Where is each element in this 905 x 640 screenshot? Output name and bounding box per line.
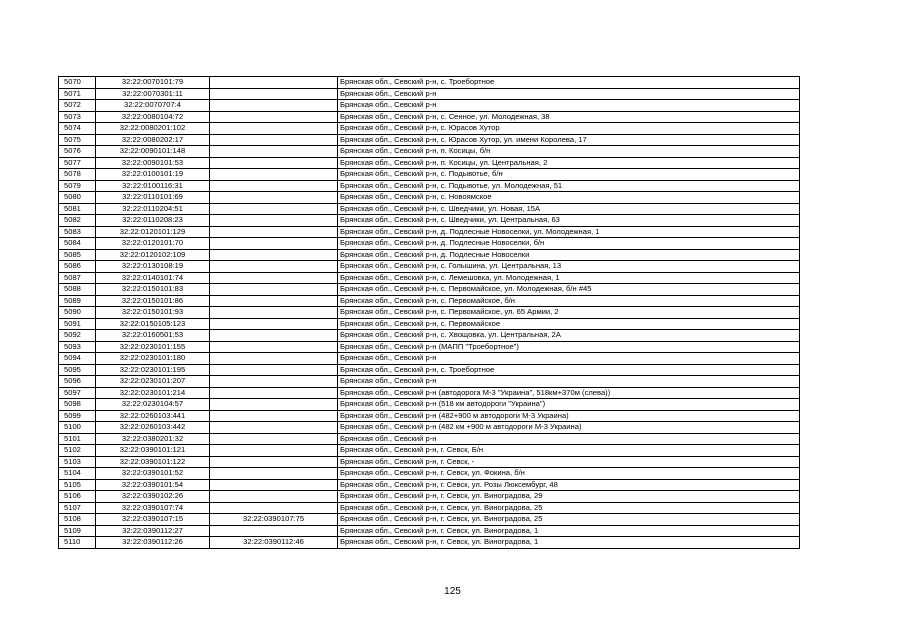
- related-cadastral-number-cell: [210, 445, 338, 457]
- address-cell: Брянская обл., Севский р-н, г. Севск, ул. Виноградова, 29: [338, 491, 800, 503]
- cadastral-number-cell: 32:22:0120101:70: [96, 238, 210, 250]
- row-number-cell: 5101: [59, 433, 96, 445]
- row-number-cell: 5096: [59, 376, 96, 388]
- related-cadastral-number-cell: [210, 468, 338, 480]
- related-cadastral-number-cell: [210, 272, 338, 284]
- row-number-cell: 5071: [59, 88, 96, 100]
- row-number-cell: 5088: [59, 284, 96, 296]
- cadastral-number-cell: 32:22:0120101:129: [96, 226, 210, 238]
- address-cell: Брянская обл., Севский р-н: [338, 433, 800, 445]
- address-cell: Брянская обл., Севский р-н: [338, 88, 800, 100]
- row-number-cell: 5080: [59, 192, 96, 204]
- row-number-cell: 5105: [59, 479, 96, 491]
- row-number-cell: 5083: [59, 226, 96, 238]
- cadastral-number-cell: 32:22:0120102:109: [96, 249, 210, 261]
- table-row: [59, 479, 800, 491]
- address-cell: Брянская обл., Севский р-н, г. Севск, ул. Виноградова, 25: [338, 502, 800, 514]
- cadastral-number-cell: 32:22:0110204:51: [96, 203, 210, 215]
- cadastral-number-cell: 32:22:0390101:122: [96, 456, 210, 468]
- row-number-cell: 5095: [59, 364, 96, 376]
- row-number-cell: 5072: [59, 100, 96, 112]
- cadastral-number-cell: 32:22:0260103:441: [96, 410, 210, 422]
- cadastral-number-cell: 32:22:0260103:442: [96, 422, 210, 434]
- address-cell: Брянская обл., Севский р-н, п. Косицы, б/н: [338, 146, 800, 158]
- related-cadastral-number-cell: [210, 318, 338, 330]
- table-row: [59, 226, 800, 238]
- cadastral-number-cell: 32:22:0140101:74: [96, 272, 210, 284]
- cadastral-number-cell: 32:22:0390107:74: [96, 502, 210, 514]
- row-number-cell: 5109: [59, 525, 96, 537]
- cadastral-number-cell: 32:22:0230104:57: [96, 399, 210, 411]
- address-cell: Брянская обл., Севский р-н, с. Шведчики, ул. Центральная, 63: [338, 215, 800, 227]
- registry-table: [58, 76, 800, 549]
- address-cell: Брянская обл., Севский р-н: [338, 100, 800, 112]
- cadastral-number-cell: 32:22:0100116:31: [96, 180, 210, 192]
- related-cadastral-number-cell: [210, 353, 338, 365]
- row-number-cell: 5098: [59, 399, 96, 411]
- address-cell: Брянская обл., Севский р-н, д. Подлесные Новоселки, ул. Молодежная, 1: [338, 226, 800, 238]
- address-cell: Брянская обл., Севский р-н, д. Подлесные Новоселки: [338, 249, 800, 261]
- table-row: [59, 295, 800, 307]
- related-cadastral-number-cell: [210, 456, 338, 468]
- row-number-cell: 5086: [59, 261, 96, 273]
- cadastral-number-cell: 32:22:0080104:72: [96, 111, 210, 123]
- table-row: [59, 433, 800, 445]
- table-row: [59, 146, 800, 158]
- cadastral-number-cell: 32:22:0390112:26: [96, 537, 210, 549]
- address-cell: Брянская обл., Севский р-н, с. Новоямское: [338, 192, 800, 204]
- related-cadastral-number-cell: [210, 376, 338, 388]
- row-number-cell: 5073: [59, 111, 96, 123]
- row-number-cell: 5078: [59, 169, 96, 181]
- cadastral-number-cell: 32:22:0230101:214: [96, 387, 210, 399]
- row-number-cell: 5097: [59, 387, 96, 399]
- related-cadastral-number-cell: [210, 146, 338, 158]
- address-cell: Брянская обл., Севский р-н: [338, 353, 800, 365]
- table-row: [59, 134, 800, 146]
- address-cell: Брянская обл., Севский р-н, п. Косицы, ул. Центральная, 2: [338, 157, 800, 169]
- address-cell: Брянская обл., Севский р-н, с. Хвощовка, ул. Центральная, 2А: [338, 330, 800, 342]
- cadastral-number-cell: 32:22:0390101:52: [96, 468, 210, 480]
- row-number-cell: 5093: [59, 341, 96, 353]
- table-row: [59, 111, 800, 123]
- cadastral-number-cell: 32:22:0230101:155: [96, 341, 210, 353]
- related-cadastral-number-cell: [210, 123, 338, 135]
- address-cell: Брянская обл., Севский р-н, с. Первомайское: [338, 318, 800, 330]
- address-cell: Брянская обл., Севский р-н, г. Севск, Б/н: [338, 445, 800, 457]
- address-cell: Брянская обл., Севский р-н: [338, 376, 800, 388]
- related-cadastral-number-cell: [210, 525, 338, 537]
- table-row: [59, 192, 800, 204]
- cadastral-number-cell: 32:22:0090101:148: [96, 146, 210, 158]
- cadastral-number-cell: 32:22:0230101:195: [96, 364, 210, 376]
- related-cadastral-number-cell: [210, 491, 338, 503]
- table-row: [59, 307, 800, 319]
- row-number-cell: 5091: [59, 318, 96, 330]
- cadastral-number-cell: 32:22:0150105:123: [96, 318, 210, 330]
- related-cadastral-number-cell: [210, 364, 338, 376]
- related-cadastral-number-cell: [210, 422, 338, 434]
- cadastral-number-cell: 32:22:0390102:26: [96, 491, 210, 503]
- table-row: [59, 502, 800, 514]
- registry-table-body: [59, 77, 800, 549]
- table-row: [59, 238, 800, 250]
- related-cadastral-number-cell: 32:22:0390112:46: [210, 537, 338, 549]
- row-number-cell: 5104: [59, 468, 96, 480]
- address-cell: Брянская обл., Севский р-н, с. Юрасов Хутор: [338, 123, 800, 135]
- page-number: 125: [444, 586, 461, 597]
- table-row: [59, 525, 800, 537]
- row-number-cell: 5106: [59, 491, 96, 503]
- related-cadastral-number-cell: [210, 410, 338, 422]
- row-number-cell: 5090: [59, 307, 96, 319]
- row-number-cell: 5082: [59, 215, 96, 227]
- address-cell: Брянская обл., Севский р-н, с. Троебортное: [338, 77, 800, 89]
- cadastral-number-cell: 32:22:0390112:27: [96, 525, 210, 537]
- cadastral-number-cell: 32:22:0150101:86: [96, 295, 210, 307]
- row-number-cell: 5085: [59, 249, 96, 261]
- table-row: [59, 410, 800, 422]
- table-row: [59, 180, 800, 192]
- table-row: [59, 284, 800, 296]
- cadastral-number-cell: 32:22:0070301:11: [96, 88, 210, 100]
- row-number-cell: 5084: [59, 238, 96, 250]
- address-cell: Брянская обл., Севский р-н (МАПП "Троебортное"): [338, 341, 800, 353]
- cadastral-number-cell: 32:22:0230101:180: [96, 353, 210, 365]
- related-cadastral-number-cell: [210, 100, 338, 112]
- table-row: [59, 249, 800, 261]
- row-number-cell: 5070: [59, 77, 96, 89]
- table-row: [59, 261, 800, 273]
- cadastral-number-cell: 32:22:0230101:207: [96, 376, 210, 388]
- related-cadastral-number-cell: [210, 502, 338, 514]
- table-row: [59, 203, 800, 215]
- related-cadastral-number-cell: [210, 77, 338, 89]
- row-number-cell: 5099: [59, 410, 96, 422]
- related-cadastral-number-cell: [210, 111, 338, 123]
- related-cadastral-number-cell: [210, 180, 338, 192]
- cadastral-number-cell: 32:22:0380201:32: [96, 433, 210, 445]
- table-row: [59, 422, 800, 434]
- row-number-cell: 5075: [59, 134, 96, 146]
- address-cell: Брянская обл., Севский р-н, с. Подывотье, б/н: [338, 169, 800, 181]
- table-row: [59, 353, 800, 365]
- address-cell: Брянская обл., Севский р-н, с. Голышина, ул. Центральная, 13: [338, 261, 800, 273]
- cadastral-number-cell: 32:22:0390101:54: [96, 479, 210, 491]
- related-cadastral-number-cell: [210, 249, 338, 261]
- table-row: [59, 514, 800, 526]
- cadastral-number-cell: 32:22:0070707:4: [96, 100, 210, 112]
- row-number-cell: 5103: [59, 456, 96, 468]
- related-cadastral-number-cell: [210, 330, 338, 342]
- row-number-cell: 5087: [59, 272, 96, 284]
- cadastral-number-cell: 32:22:0070101:79: [96, 77, 210, 89]
- related-cadastral-number-cell: [210, 399, 338, 411]
- row-number-cell: 5094: [59, 353, 96, 365]
- row-number-cell: 5089: [59, 295, 96, 307]
- cadastral-number-cell: 32:22:0080202:17: [96, 134, 210, 146]
- related-cadastral-number-cell: [210, 341, 338, 353]
- address-cell: Брянская обл., Севский р-н, г. Севск, -: [338, 456, 800, 468]
- cadastral-number-cell: 32:22:0110208:23: [96, 215, 210, 227]
- address-cell: Брянская обл., Севский р-н, г. Севск, ул. Виноградова, 1: [338, 525, 800, 537]
- table-row: [59, 456, 800, 468]
- table-row: [59, 123, 800, 135]
- cadastral-number-cell: 32:22:0110101:69: [96, 192, 210, 204]
- address-cell: Брянская обл., Севский р-н, с. Шведчики, ул. Новая, 15А: [338, 203, 800, 215]
- address-cell: Брянская обл., Севский р-н, с. Лемешовка, ул. Молодежная, 1: [338, 272, 800, 284]
- cadastral-number-cell: 32:22:0080201:102: [96, 123, 210, 135]
- table-row: [59, 341, 800, 353]
- table-row: [59, 537, 800, 549]
- table-row: [59, 318, 800, 330]
- table-row: [59, 157, 800, 169]
- address-cell: Брянская обл., Севский р-н, д. Подлесные Новоселки, б/н: [338, 238, 800, 250]
- cadastral-number-cell: 32:22:0130108:19: [96, 261, 210, 273]
- related-cadastral-number-cell: [210, 433, 338, 445]
- address-cell: Брянская обл., Севский р-н (автодорога М-3 "Украина", 518км+370м (слева)): [338, 387, 800, 399]
- cadastral-number-cell: 32:22:0390101:121: [96, 445, 210, 457]
- row-number-cell: 5107: [59, 502, 96, 514]
- row-number-cell: 5108: [59, 514, 96, 526]
- related-cadastral-number-cell: [210, 284, 338, 296]
- related-cadastral-number-cell: 32:22:0390107:75: [210, 514, 338, 526]
- row-number-cell: 5110: [59, 537, 96, 549]
- related-cadastral-number-cell: [210, 215, 338, 227]
- address-cell: Брянская обл., Севский р-н (482+900 м автодороги М-3 Украина): [338, 410, 800, 422]
- row-number-cell: 5092: [59, 330, 96, 342]
- row-number-cell: 5081: [59, 203, 96, 215]
- row-number-cell: 5074: [59, 123, 96, 135]
- related-cadastral-number-cell: [210, 261, 338, 273]
- related-cadastral-number-cell: [210, 226, 338, 238]
- table-row: [59, 468, 800, 480]
- related-cadastral-number-cell: [210, 479, 338, 491]
- table-row: [59, 364, 800, 376]
- address-cell: Брянская обл., Севский р-н (518 км автодороги "Украина"): [338, 399, 800, 411]
- cadastral-number-cell: 32:22:0090101:53: [96, 157, 210, 169]
- related-cadastral-number-cell: [210, 88, 338, 100]
- cadastral-number-cell: 32:22:0150101:83: [96, 284, 210, 296]
- table-row: [59, 491, 800, 503]
- related-cadastral-number-cell: [210, 387, 338, 399]
- address-cell: Брянская обл., Севский р-н, г. Севск, ул. Виноградова, 1: [338, 537, 800, 549]
- address-cell: Брянская обл., Севский р-н, г. Севск, ул. Фокина, б/н: [338, 468, 800, 480]
- row-number-cell: 5102: [59, 445, 96, 457]
- address-cell: Брянская обл., Севский р-н, с. Сенное, ул. Молодежная, 38: [338, 111, 800, 123]
- address-cell: Брянская обл., Севский р-н, с. Первомайское, ул. Молодежная, б/н #45: [338, 284, 800, 296]
- related-cadastral-number-cell: [210, 295, 338, 307]
- related-cadastral-number-cell: [210, 307, 338, 319]
- cadastral-number-cell: 32:22:0100101:19: [96, 169, 210, 181]
- table-row: [59, 77, 800, 89]
- table-row: [59, 399, 800, 411]
- address-cell: Брянская обл., Севский р-н, с. Подывотье, ул. Молодежная, 51: [338, 180, 800, 192]
- related-cadastral-number-cell: [210, 238, 338, 250]
- cadastral-number-cell: 32:22:0160501:53: [96, 330, 210, 342]
- table-row: [59, 387, 800, 399]
- table-row: [59, 376, 800, 388]
- table-row: [59, 330, 800, 342]
- related-cadastral-number-cell: [210, 203, 338, 215]
- table-row: [59, 88, 800, 100]
- row-number-cell: 5100: [59, 422, 96, 434]
- address-cell: Брянская обл., Севский р-н (482 км +900 м автодороги М-3 Украина): [338, 422, 800, 434]
- table-row: [59, 169, 800, 181]
- related-cadastral-number-cell: [210, 169, 338, 181]
- address-cell: Брянская обл., Севский р-н, г. Севск, ул. Виноградова, 25: [338, 514, 800, 526]
- related-cadastral-number-cell: [210, 192, 338, 204]
- address-cell: Брянская обл., Севский р-н, с. Первомайское, ул. 65 Армии, 2: [338, 307, 800, 319]
- related-cadastral-number-cell: [210, 157, 338, 169]
- cadastral-number-cell: 32:22:0390107:15: [96, 514, 210, 526]
- address-cell: Брянская обл., Севский р-н, с. Первомайское, б/н: [338, 295, 800, 307]
- row-number-cell: 5079: [59, 180, 96, 192]
- table-row: [59, 272, 800, 284]
- table-row: [59, 215, 800, 227]
- address-cell: Брянская обл., Севский р-н, с. Троебортное: [338, 364, 800, 376]
- address-cell: Брянская обл., Севский р-н, с. Юрасов Хутор, ул. имени Королева, 17: [338, 134, 800, 146]
- table-row: [59, 445, 800, 457]
- table-row: [59, 100, 800, 112]
- row-number-cell: 5077: [59, 157, 96, 169]
- cadastral-number-cell: 32:22:0150101:93: [96, 307, 210, 319]
- row-number-cell: 5076: [59, 146, 96, 158]
- address-cell: Брянская обл., Севский р-н, г. Севск, ул. Розы Люксембург, 48: [338, 479, 800, 491]
- related-cadastral-number-cell: [210, 134, 338, 146]
